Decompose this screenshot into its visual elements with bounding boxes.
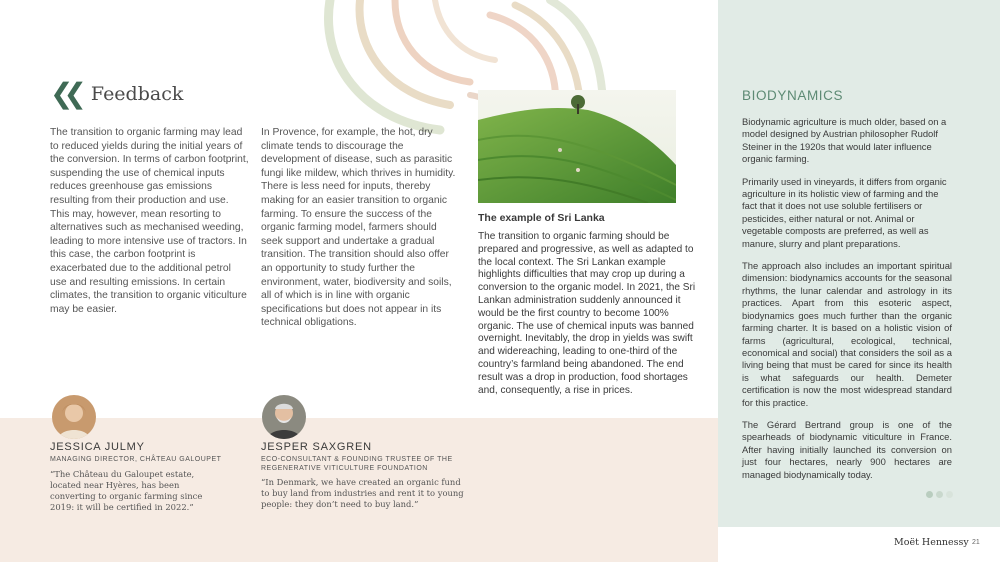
testimonial-quote: “In Denmark, we have created an organic fund to buy land from industries and rent it to young people: they don’t need to buy land.” [261, 477, 464, 509]
biodynamics-paragraph: Biodynamic agriculture is much older, based on a model designed by Austrian philosopher Rudolf Steiner in the 1920s that would later influence organic farming. [742, 116, 947, 165]
testimonial-quote: “The Château du Galoupet estate, located near Hyères, has been converting to organic farming since 2019: it will be certified in 2022.” [50, 469, 203, 512]
testimonial-role: ECO-CONSULTANT & FOUNDING TRUSTEE OF THE REGENERATIVE VITICULTURE FOUNDATION [261, 456, 453, 472]
avatar-jessica-julmy [52, 395, 96, 439]
dot-icon [936, 491, 943, 498]
sri-lanka-body: The transition to organic farming should be prepared and progressive, as well as adapted to the local context. The Sri Lankan example highlights difficulties that may crop up during a conversion to the organic model. In 2021, the Sri Lankan administration suddenly announced it would be the first country to become 100% organic. The use of chemical inputs was banned overnight. Inevitably, the drop in yields was swift and widereaching, leading to one-third of the country’s farmland being abandoned. The end result was a drop in production, food shortages and, consequently, a rise in prices. [478, 231, 696, 396]
testimonial-name: JESSICA JULMY [50, 441, 145, 453]
avatar-jesper-saxgren [262, 395, 306, 439]
body-column-2: In Provence, for example, the hot, dry climate tends to discourage the development of disease, such as parasitic fungi like mildew, which thrives in humidity. There is less need for inputs, thereby making for an easier transition to organic farming. To ensure the success of the organic farming model, farmers should seek support and undertake a gradual transition. The transition should also offer an opportunity to study further the environment, water, biodiversity and soils, all of which is in line with organic specifications but does not appear in its technical obligations. [261, 127, 456, 329]
testimonial-name: JESPER SAXGREN [261, 441, 372, 453]
double-chevron-left-icon: ❮❮ [50, 77, 77, 110]
biodynamics-heading: BIODYNAMICS [742, 88, 844, 103]
biodynamics-paragraph: The approach also includes an important spiritual dimension: biodynamics accounts for the seasonal rhythms, the lunar calendar and astrology in its practices. Apart from this esoteric aspect, biodynamics goes much further than the organic farming charter. It is based on a holistic vision of farms (agricultural, ecological, technical, economical and social) that considers the soil as a living being that must be cared for since its health is what safeguards our health. Demeter certification is now the most widespread standard for this practice. [742, 260, 952, 408]
dot-icon [946, 491, 953, 498]
decorative-dots [926, 491, 953, 498]
brand-logo: Moët Hennessy [894, 537, 969, 548]
biodynamics-body [742, 116, 952, 491]
page-title: Feedback [90, 83, 184, 105]
dot-icon [926, 491, 933, 498]
body-column-1: The transition to organic farming may lead to reduced yields during the initial years of the conversion. In terms of carbon footprint, suspending the use of chemical inputs reduces greenhouse gas emissions resulting from their production and use. This may, however, mean resorting to alternatives such as mechanised weeding, leading to more intensive use of tractors. In this case, the carbon footprint is exacerbated due to the additional petrol use and resulting emissions. In certain climates, the transition to organic viticulture may be easier. [50, 127, 249, 315]
sri-lanka-heading: The example of Sri Lanka [478, 212, 605, 224]
biodynamics-paragraph: Primarily used in vineyards, it differs from organic agriculture in its holistic view of farming and the fact that it does not use soluble fertilisers or pesticides, either natural or not. Animal or vegetable composts are preferred, as well as manure, slurry and plant preparations. [742, 175, 947, 249]
testimonial-role: MANAGING DIRECTOR, CHÂTEAU GALOUPET [50, 456, 222, 463]
page-number: 21 [972, 539, 980, 546]
tea-plantation-photo [478, 90, 676, 203]
biodynamics-paragraph: The Gérard Bertrand group is one of the spearheads of biodynamic viticulture in France. After having initially launched its conversion on just four hectares, nearly 900 hectares are managed biodynamically today. [742, 418, 952, 480]
section-header [50, 77, 184, 110]
